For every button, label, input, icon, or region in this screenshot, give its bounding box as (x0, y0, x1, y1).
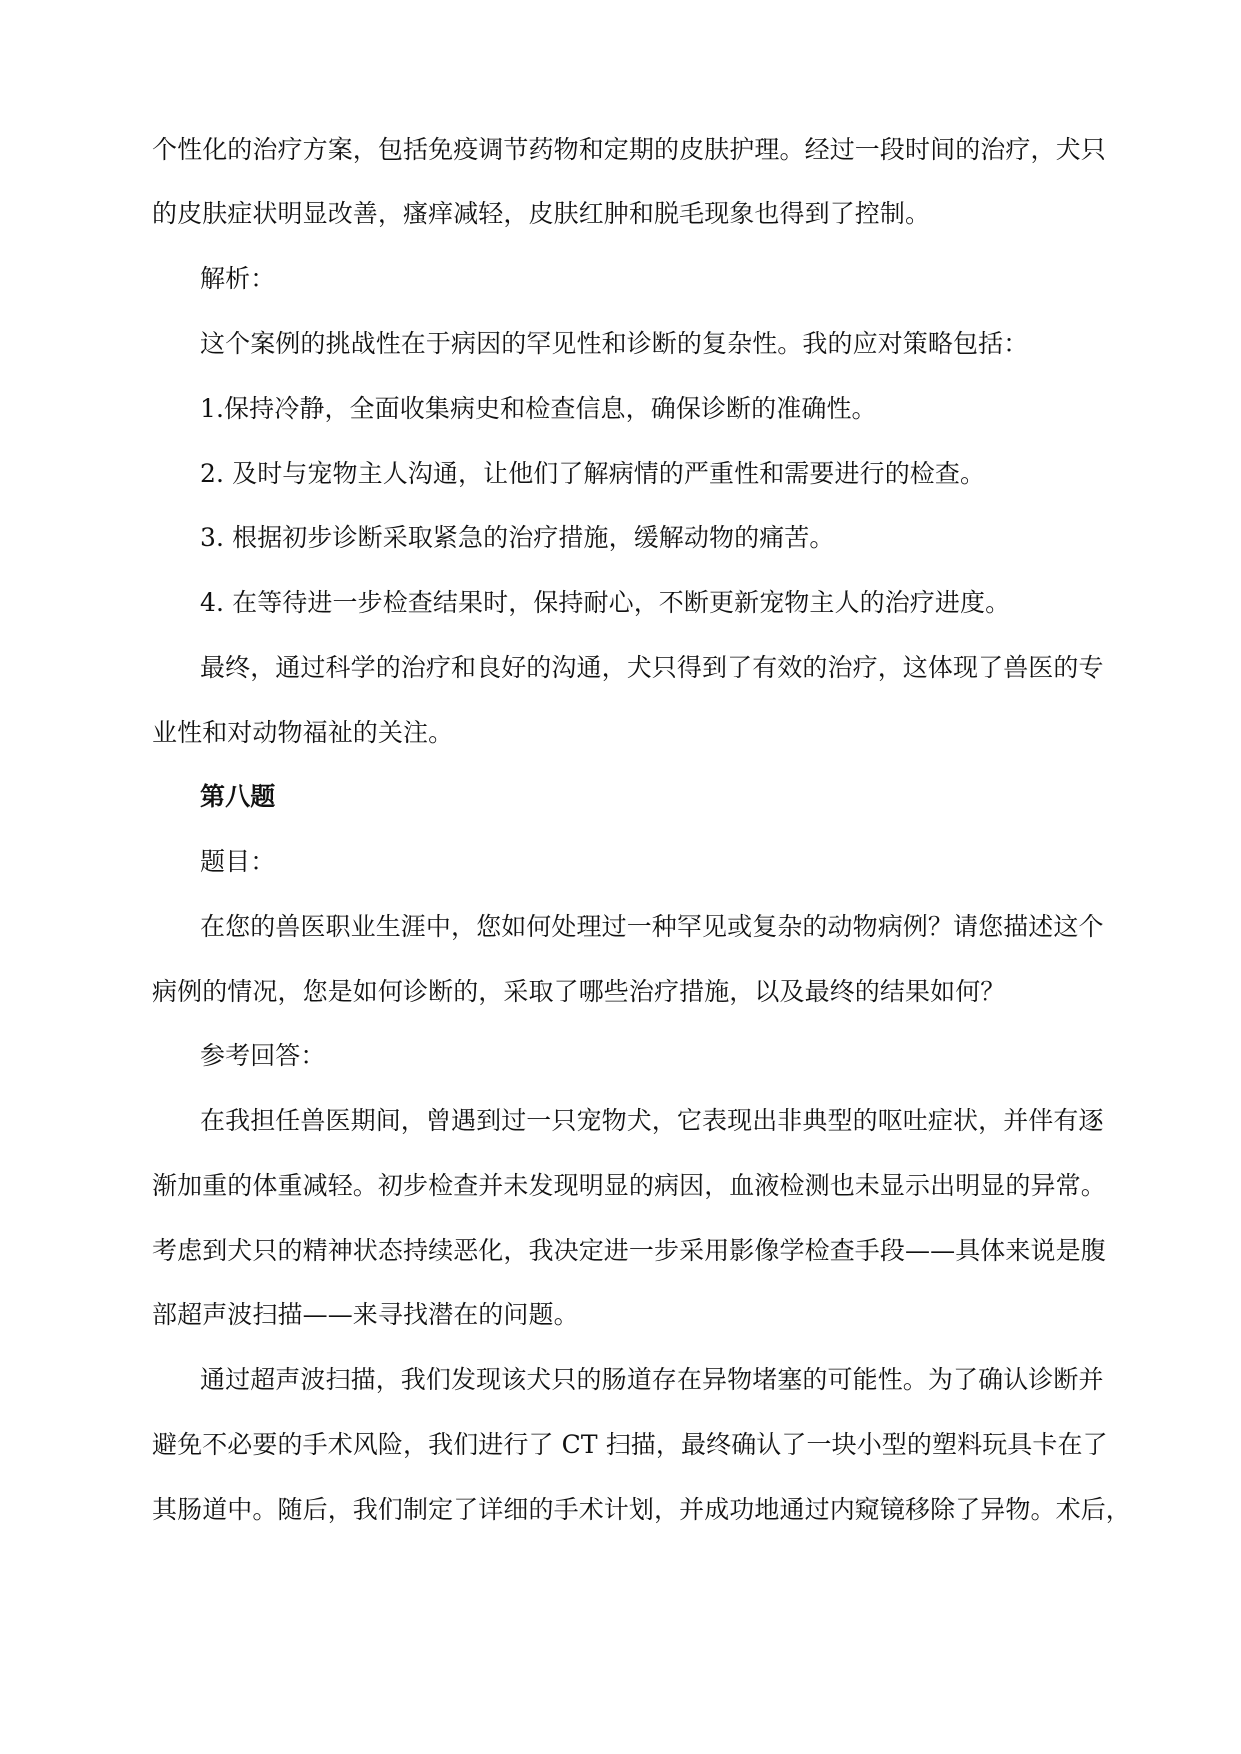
paragraph-line: 的皮肤症状明显改善，瘙痒减轻，皮肤红肿和脱毛现象也得到了控制。 (152, 199, 931, 228)
section-label-reference-answer: 参考回答： (200, 1041, 326, 1070)
paragraph-line: 病例的情况，您是如何诊断的，采取了哪些治疗措施，以及最终的结果如何？ (152, 977, 1006, 1006)
list-item: 4. 在等待进一步检查结果时，保持耐心，不断更新宠物主人的治疗进度。 (200, 588, 1011, 617)
paragraph-line: 部超声波扫描——来寻找潜在的问题。 (152, 1300, 579, 1329)
paragraph-line: 最终，通过科学的治疗和良好的沟通，犬只得到了有效的治疗，这体现了兽医的专 (200, 653, 1104, 682)
paragraph-line: 其肠道中。随后，我们制定了详细的手术计划，并成功地通过内窥镜移除了异物。术后， (152, 1495, 1131, 1524)
list-item: 1.保持冷静，全面收集病史和检查信息，确保诊断的准确性。 (200, 394, 877, 423)
paragraph-line: 在您的兽医职业生涯中，您如何处理过一种罕见或复杂的动物病例？请您描述这个 (200, 912, 1104, 941)
paragraph-line: 这个案例的挑战性在于病因的罕见性和诊断的复杂性。我的应对策略包括： (200, 329, 1029, 358)
paragraph-line: 通过超声波扫描，我们发现该犬只的肠道存在异物堵塞的可能性。为了确认诊断并 (200, 1365, 1104, 1394)
list-item: 2. 及时与宠物主人沟通，让他们了解病情的严重性和需要进行的检查。 (200, 459, 986, 488)
list-item: 3. 根据初步诊断采取紧急的治疗措施，缓解动物的痛苦。 (200, 523, 835, 552)
section-label-analysis: 解析： (200, 264, 276, 293)
paragraph-line: 考虑到犬只的精神状态持续恶化，我决定进一步采用影像学检查手段——具体来说是腹 (152, 1236, 1106, 1265)
section-label-question: 题目： (200, 847, 276, 876)
paragraph-line: 业性和对动物福祉的关注。 (152, 718, 454, 747)
paragraph-line: 渐加重的体重减轻。初步检查并未发现明显的病因，血液检测也未显示出明显的异常。 (152, 1171, 1106, 1200)
paragraph-line: 避免不必要的手术风险，我们进行了 CT 扫描，最终确认了一块小型的塑料玩具卡在了 (152, 1430, 1108, 1459)
question-heading: 第八题 (200, 782, 276, 811)
paragraph-line: 个性化的治疗方案，包括免疫调节药物和定期的皮肤护理。经过一段时间的治疗，犬只 (152, 135, 1106, 164)
paragraph-line: 在我担任兽医期间，曾遇到过一只宠物犬，它表现出非典型的呕吐症状，并伴有逐 (200, 1106, 1104, 1135)
